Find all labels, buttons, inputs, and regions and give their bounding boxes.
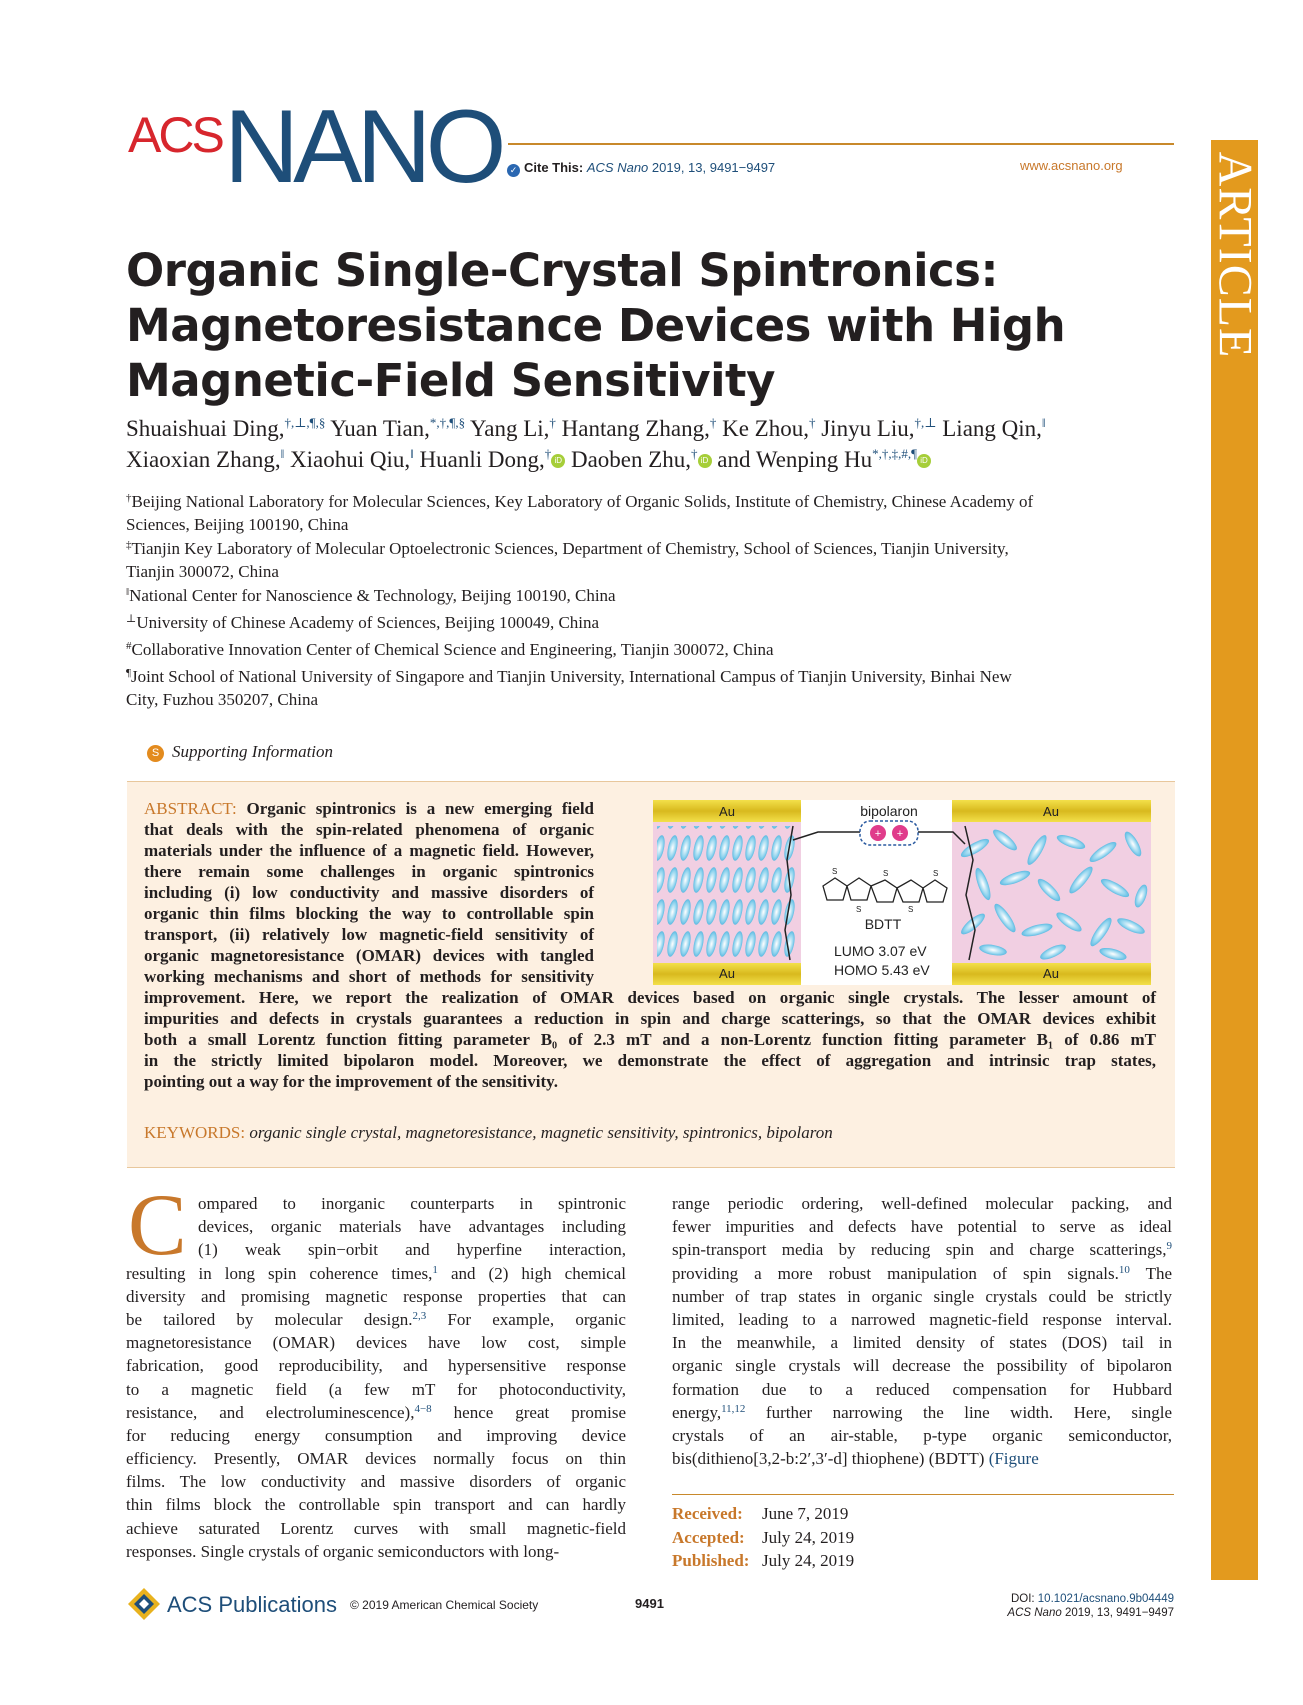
author-line-1 [126, 413, 1186, 444]
drop-cap: C [128, 1177, 187, 1274]
body-line [126, 1470, 626, 1493]
author-name: Huanli Dong, [413, 447, 545, 472]
abstract-text-run: including (i) low conductivity and massive disorders of [144, 883, 594, 902]
author-name: Hantang Zhang, [555, 416, 710, 441]
body-text: range periodic ordering, well-defined molecular packing, and [672, 1194, 1172, 1213]
date-value: June 7, 2019 [762, 1504, 849, 1523]
body-column-left [126, 1192, 626, 1563]
logo-nano: NANO [224, 89, 501, 205]
author-marks: † [691, 446, 698, 461]
abstract-text-run: pointing out a way for the improvement of the sensitivity. [144, 1072, 558, 1091]
page-number: 9491 [635, 1596, 664, 1611]
affiliation-text: National Center for Nanoscience & Technology, Beijing 100190, China [129, 586, 616, 605]
affiliation-line [126, 513, 1186, 536]
citation-ref[interactable]: 11,12 [721, 1402, 746, 1415]
date-label: Published: [672, 1551, 750, 1570]
author-marks: † [709, 415, 717, 430]
body-line [672, 1285, 1172, 1308]
author-marks: ‖ [1041, 415, 1046, 430]
body-text: further narrowing the line width. Here, single [745, 1402, 1172, 1422]
abstract-line [144, 797, 594, 820]
body-text: energy, [672, 1402, 722, 1422]
body-line [672, 1192, 1172, 1215]
body-line [126, 1447, 626, 1470]
date-row [672, 1502, 854, 1526]
homo-label: HOMO 5.43 eV [834, 962, 930, 978]
body-line [672, 1262, 1172, 1285]
date-value: July 24, 2019 [762, 1551, 855, 1570]
date-value: July 24, 2019 [762, 1527, 855, 1547]
au-top-right: Au [1043, 804, 1059, 819]
journal-url[interactable]: www.acsnano.org [1020, 158, 1123, 173]
body-text: films. The low conductivity and massive disorders of organic [126, 1472, 626, 1492]
citation-ref[interactable]: 9 [1166, 1240, 1172, 1253]
author-marks: † [808, 415, 816, 430]
body-text: crystals of an air-stable, p-type organic semiconductor, [672, 1425, 1172, 1445]
au-bottom-right: Au [1043, 966, 1059, 981]
abstract-text-run: organic magnetoresistance (OMAR) devices with tangled [144, 946, 594, 965]
body-line [672, 1378, 1172, 1401]
body-text: diversity and promising magnetic response properties that can [126, 1286, 626, 1306]
affiliation-text: Tianjin 300072, China [126, 562, 279, 581]
affiliation [126, 584, 1186, 607]
body-line [126, 1285, 626, 1308]
body-line [672, 1215, 1172, 1238]
header-rule [508, 143, 1174, 145]
body-text: limited, leading to a narrowed magnetic-field response interval. [672, 1309, 1172, 1329]
cite-journal: ACS Nano [586, 160, 649, 175]
supporting-info-icon: S [147, 745, 164, 762]
body-line [126, 1378, 626, 1401]
bipolaron-box [860, 821, 918, 845]
abstract-label: ABSTRACT: [144, 799, 237, 818]
acs-publications-logo[interactable] [125, 1585, 335, 1623]
abstract-line [144, 860, 594, 883]
abstract-text-run: there remain some challenges in organic spintronics [144, 862, 594, 881]
affiliation [126, 537, 1186, 583]
affiliation [126, 638, 1186, 661]
affiliation-line [126, 490, 1186, 513]
keywords [144, 1123, 833, 1143]
body-line [672, 1238, 1172, 1261]
author-name: Yang Li, [465, 416, 550, 441]
body-text: formation due to a reduced compensation for Hubbard [672, 1379, 1172, 1399]
abstract-line [144, 1070, 1156, 1093]
affiliation-line [126, 560, 1186, 583]
abstract-text-run: impurities and defects in crystals guarantees a reduction in spin and charge scatterings, so that the OMAR devices exhibit [144, 1009, 1156, 1028]
bipolaron-label: bipolaron [860, 803, 918, 819]
body-text: providing a more robust manipulation of spin signals. [672, 1263, 1119, 1283]
body-line [126, 1517, 626, 1540]
abstract-text-run: that deals with the spin-related phenomena of organic [144, 820, 594, 839]
affiliation-text: University of Chinese Academy of Sciences, Beijing 100049, China [136, 613, 600, 632]
body-text: fabrication, good reproducibility, and hypersensitive response [126, 1356, 626, 1376]
abstract-text-run: in the strictly limited bipolaron model. Moreover, we demonstrate the effect of aggregation and intrinsic trap states, [144, 1051, 1156, 1070]
orcid-icon[interactable]: iD [917, 454, 931, 468]
body-text: to a magnetic field (a few mT for photoconductivity, [126, 1379, 626, 1399]
abstract-line [144, 1028, 1156, 1051]
body-line [672, 1424, 1172, 1447]
doi-block [960, 1592, 1174, 1620]
author-name: Daoben Zhu, [565, 447, 692, 472]
affiliation-line [126, 537, 1186, 560]
abstract-line [144, 965, 594, 988]
body-line [672, 1354, 1172, 1377]
title-line: Magnetoresistance Devices with High [126, 299, 1066, 352]
abstract-line [144, 1007, 1156, 1030]
author-marks: *,†,¶,§ [429, 415, 466, 430]
author-marks: †,⊥,¶,§ [284, 415, 326, 430]
body-text: ompared to inorganic counterparts in spintronic [198, 1194, 626, 1213]
ordered-crystal [657, 826, 797, 959]
author-marks: *,†,‡,#,¶ [872, 446, 918, 461]
journal-ref-journal: ACS Nano [1007, 1607, 1062, 1619]
author-marks: † [544, 446, 552, 461]
body-line [672, 1331, 1172, 1354]
body-line [126, 1308, 626, 1331]
body-text: responses. Single crystals of organic semiconductors with long- [126, 1541, 560, 1561]
author-line-2 [126, 444, 1186, 475]
abstract-text-run: both a small Lorentz function fitting parameter B₀ of 2.3 mT and a non-Lorentz function fitting parameter B₁ of 0.86 mT [144, 1030, 1156, 1049]
body-text: In the meanwhile, a limited density of states (DOS) tail in [672, 1333, 1172, 1353]
affiliation-mark: ‡ [126, 539, 132, 551]
body-line [672, 1401, 1172, 1424]
abstract-text-run: organic thin films blocking the way to controllable spin [144, 904, 594, 923]
body-text: resistance, and electroluminescence), [126, 1402, 415, 1422]
body-line [126, 1401, 626, 1424]
body-line [672, 1308, 1172, 1331]
doi-link[interactable]: 10.1021/acsnano.9b04449 [1037, 1593, 1174, 1605]
affiliation-mark: † [126, 492, 132, 504]
body-text: number of trap states in organic single crystals could be strictly [672, 1286, 1172, 1306]
abstract-line [144, 902, 594, 925]
charge-1-label: + [874, 828, 882, 840]
logo-acs: ACS [128, 107, 222, 163]
body-line [198, 1238, 626, 1261]
abstract-line [144, 1049, 1156, 1072]
author-name: and Wenping Hu [711, 447, 873, 472]
abstract-text-run: Organic spintronics is a new emerging field [246, 799, 594, 818]
body-line [126, 1262, 626, 1285]
body-line [126, 1540, 626, 1563]
sulfur-label: S [933, 869, 939, 878]
author-name: Xiaoxian Zhang, [126, 447, 281, 472]
author-marks: ‖ [280, 446, 285, 461]
abstract-line [144, 881, 594, 904]
citation-ref[interactable]: 10 [1118, 1263, 1130, 1276]
keywords-label: KEYWORDS: [144, 1123, 246, 1142]
affiliation-mark: # [126, 640, 132, 652]
supporting-info-label: Supporting Information [172, 742, 334, 761]
affiliation-text: Tianjin Key Laboratory of Molecular Optoelectronic Sciences, Department of Chemistry, School of Sciences, Tianjin University, [131, 539, 1009, 558]
affiliation-mark: ¶ [126, 667, 131, 679]
citation-ref[interactable]: 2,3 [412, 1309, 427, 1322]
au-bottom-left: Au [719, 966, 735, 981]
body-text: resulting in long spin coherence times, [126, 1263, 433, 1283]
sulfur-label: S [883, 869, 889, 878]
molecule-label: BDTT [864, 916, 902, 932]
body-text: The [1129, 1263, 1172, 1283]
body-text: For example, organic [426, 1309, 626, 1329]
title-line: Organic Single-Crystal Spintronics: [126, 244, 998, 297]
affiliation-line [126, 584, 1186, 607]
affiliation-mark: ⊥ [126, 613, 137, 625]
publication-dates [672, 1502, 854, 1573]
supporting-information-link[interactable] [147, 742, 333, 762]
affiliation [126, 665, 1186, 711]
affiliation-text: City, Fuzhou 350207, China [126, 690, 319, 709]
acs-diamond-icon [127, 1587, 161, 1621]
affiliation-text: Collaborative Innovation Center of Chemical Science and Engineering, Tianjin 300072, China [131, 640, 774, 659]
abstract-text-run: working mechanisms and short of methods for sensitivity [144, 967, 594, 986]
abstract-text-run: transport, (ii) relatively low magnetic-field sensitivity of [144, 925, 594, 944]
affiliation-text: Joint School of National University of Singapore and Tianjin University, International Campus of Tianjin University, Binhai New [130, 667, 1012, 686]
sulfur-label: S [908, 905, 914, 914]
article-side-label: ARTICLE [1208, 151, 1261, 359]
body-text: be tailored by molecular design. [126, 1309, 413, 1329]
abstract-line [144, 839, 594, 862]
affiliation-text: Sciences, Beijing 100190, China [126, 515, 349, 534]
article-title [126, 243, 1176, 408]
abstract-line [144, 923, 594, 946]
citation-ref[interactable]: 4−8 [414, 1402, 432, 1415]
abstract-text-run: improvement. Here, we report the realization of OMAR devices based on organic single crystals. The lesser amount of [144, 988, 1156, 1007]
body-text: (1) weak spin−orbit and hyperfine interaction, [198, 1240, 626, 1260]
affiliation-line [126, 665, 1186, 688]
affiliation-text: Beijing National Laboratory for Molecular Sciences, Key Laboratory of Organic Solids, Institute of Chemistry, Chinese Academy of [131, 492, 1034, 511]
author-name: Shuaishuai Ding, [126, 416, 285, 441]
orcid-icon[interactable]: iD [698, 454, 712, 468]
check-icon: ✓ [507, 164, 520, 177]
journal-logo [128, 89, 508, 205]
publisher-name: ACS Publications [167, 1592, 337, 1617]
bdtt-molecule [823, 878, 947, 902]
affiliation-line [126, 611, 1186, 634]
cite-this[interactable] [507, 160, 775, 177]
sulfur-label: S [856, 905, 862, 914]
author-marks: † [549, 415, 556, 430]
author-name: Yuan Tian, [325, 416, 430, 441]
affiliation-line [126, 688, 1186, 711]
body-line [198, 1215, 626, 1238]
abstract-line [144, 944, 594, 967]
body-text: achieve saturated Lorentz curves with small magnetic-field [126, 1518, 626, 1538]
body-line [198, 1192, 626, 1215]
author-marks: †,⊥ [914, 415, 937, 430]
date-label: Received: [672, 1504, 743, 1523]
body-line [126, 1424, 626, 1447]
body-text: fewer impurities and defects have potential to serve as ideal [672, 1217, 1172, 1237]
lumo-label: LUMO 3.07 eV [834, 943, 927, 959]
body-text: for reducing energy consumption and improving device [126, 1425, 626, 1445]
toc-graphic [653, 800, 1151, 985]
cite-prefix: Cite This: [524, 160, 584, 175]
cite-details: 2019, 13, 9491−9497 [651, 160, 776, 175]
author-marks: ‖ [410, 446, 414, 461]
body-text: hence great promise [431, 1402, 626, 1422]
date-label: Accepted: [672, 1527, 745, 1547]
au-top-left: Au [719, 804, 735, 819]
orcid-icon[interactable]: iD [551, 454, 565, 468]
figure-link[interactable]: (Figure [988, 1449, 1039, 1469]
affiliation [126, 490, 1186, 536]
date-row [672, 1549, 854, 1573]
copyright: © 2019 American Chemical Society [350, 1598, 539, 1612]
sulfur-label: S [832, 867, 838, 876]
affiliation-mark: ‖ [126, 586, 130, 598]
abstract-text-run: materials under the influence of a magnetic field. However, [144, 841, 594, 860]
affiliation-line [126, 638, 1186, 661]
journal-ref-details: 2019, 13, 9491−9497 [1064, 1607, 1174, 1619]
body-text: magnetoresistance (OMAR) devices have low cost, simple [126, 1333, 626, 1353]
citation-ref[interactable]: 1 [432, 1263, 438, 1276]
dates-rule [672, 1494, 1174, 1495]
charge-2-label: + [896, 828, 904, 840]
author-list [126, 413, 1186, 475]
body-line [126, 1354, 626, 1377]
abstract-line [144, 818, 594, 841]
abstract-line [144, 986, 1156, 1009]
body-column-right [672, 1192, 1172, 1470]
author-name: Liang Qin, [936, 416, 1042, 441]
title-line: Magnetic-Field Sensitivity [126, 354, 775, 407]
body-text: organic single crystals will decrease the possibility of bipolaron [672, 1356, 1172, 1376]
body-line [126, 1331, 626, 1354]
keywords-list: organic single crystal, magnetoresistance, magnetic sensitivity, spintronics, bipolaron [249, 1123, 833, 1142]
doi-label: DOI: [1010, 1593, 1035, 1605]
date-row [672, 1526, 854, 1550]
body-line [672, 1447, 1172, 1470]
body-text: and (2) high chemical [437, 1263, 626, 1283]
affiliation [126, 611, 1186, 634]
body-text: thin films block the controllable spin transport and can hardly [126, 1495, 626, 1515]
body-line [126, 1493, 626, 1516]
author-name: Ke Zhou, [716, 416, 809, 441]
author-name: Xiaohui Qiu, [284, 447, 411, 472]
body-text: spin-transport media by reducing spin and charge scatterings, [672, 1240, 1167, 1260]
author-name: Jinyu Liu, [815, 416, 915, 441]
body-text: bis(dithieno[3,2-b:2′,3′-d] thiophene) (BDTT) [672, 1449, 989, 1469]
body-text: devices, organic materials have advantages including [198, 1217, 626, 1237]
body-text: efficiency. Presently, OMAR devices normally focus on thin [126, 1449, 626, 1469]
